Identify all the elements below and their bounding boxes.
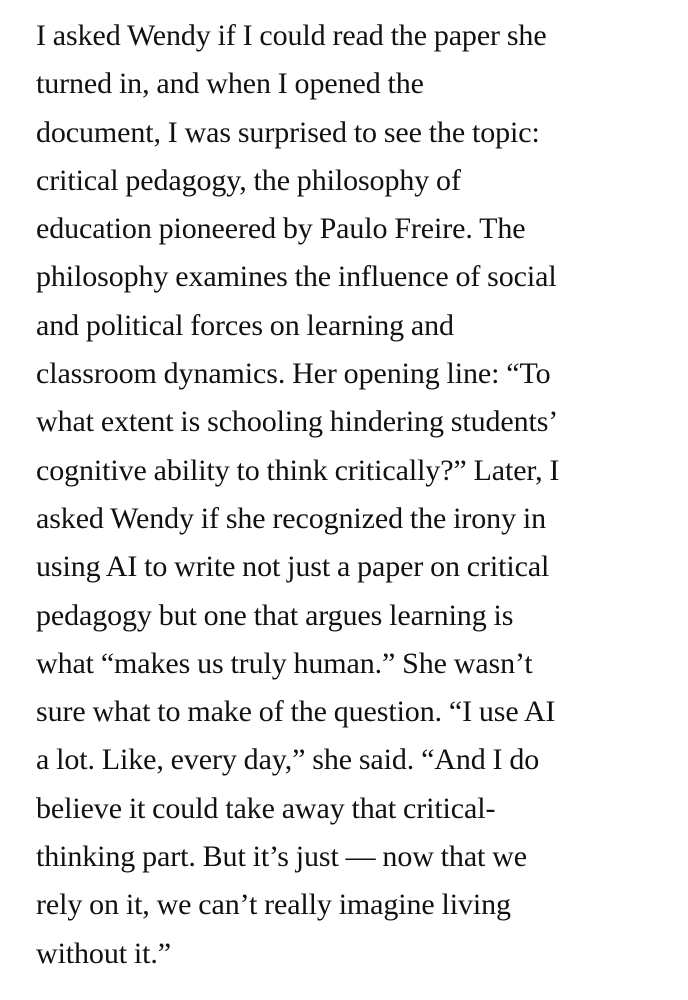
paragraph-line: rely on it, we can’t really imagine living [36, 888, 511, 922]
paragraph-line: pedagogy but one that argues learning is [36, 598, 514, 632]
paragraph-line: and political forces on learning and [36, 308, 454, 342]
paragraph-line: classroom dynamics. Her opening line: “To [36, 357, 551, 391]
paragraph-line: philosophy examines the influence of social [36, 260, 557, 294]
paragraph-line: what “makes us truly human.” She wasn’t [36, 646, 533, 680]
paragraph-line: believe it could take away that critical- [36, 791, 496, 825]
paragraph-line: sure what to make of the question. “I use AI [36, 695, 556, 729]
paragraph-line: critical pedagogy, the philosophy of [36, 163, 461, 197]
paragraph-line: turned in, and when I opened the [36, 67, 424, 101]
paragraph-line: asked Wendy if she recognized the irony in [36, 501, 547, 535]
paragraph-line: cognitive ability to think critically?” Later, I [36, 453, 560, 487]
paragraph-line: a lot. Like, every day,” she said. “And I do [36, 743, 540, 777]
article-paragraph [36, 12, 676, 978]
paragraph-line: document, I was surprised to see the topic: [36, 115, 540, 149]
paragraph-line: thinking part. But it’s just — now that we [36, 840, 527, 874]
paragraph-line: using AI to write not just a paper on critical [36, 550, 550, 584]
paragraph-line: education pioneered by Paulo Freire. The [36, 212, 526, 246]
paragraph-line: I asked Wendy if I could read the paper she [36, 19, 547, 52]
paragraph-line: without it.” [36, 936, 171, 970]
paragraph-line: what extent is schooling hindering students’ [36, 405, 559, 439]
